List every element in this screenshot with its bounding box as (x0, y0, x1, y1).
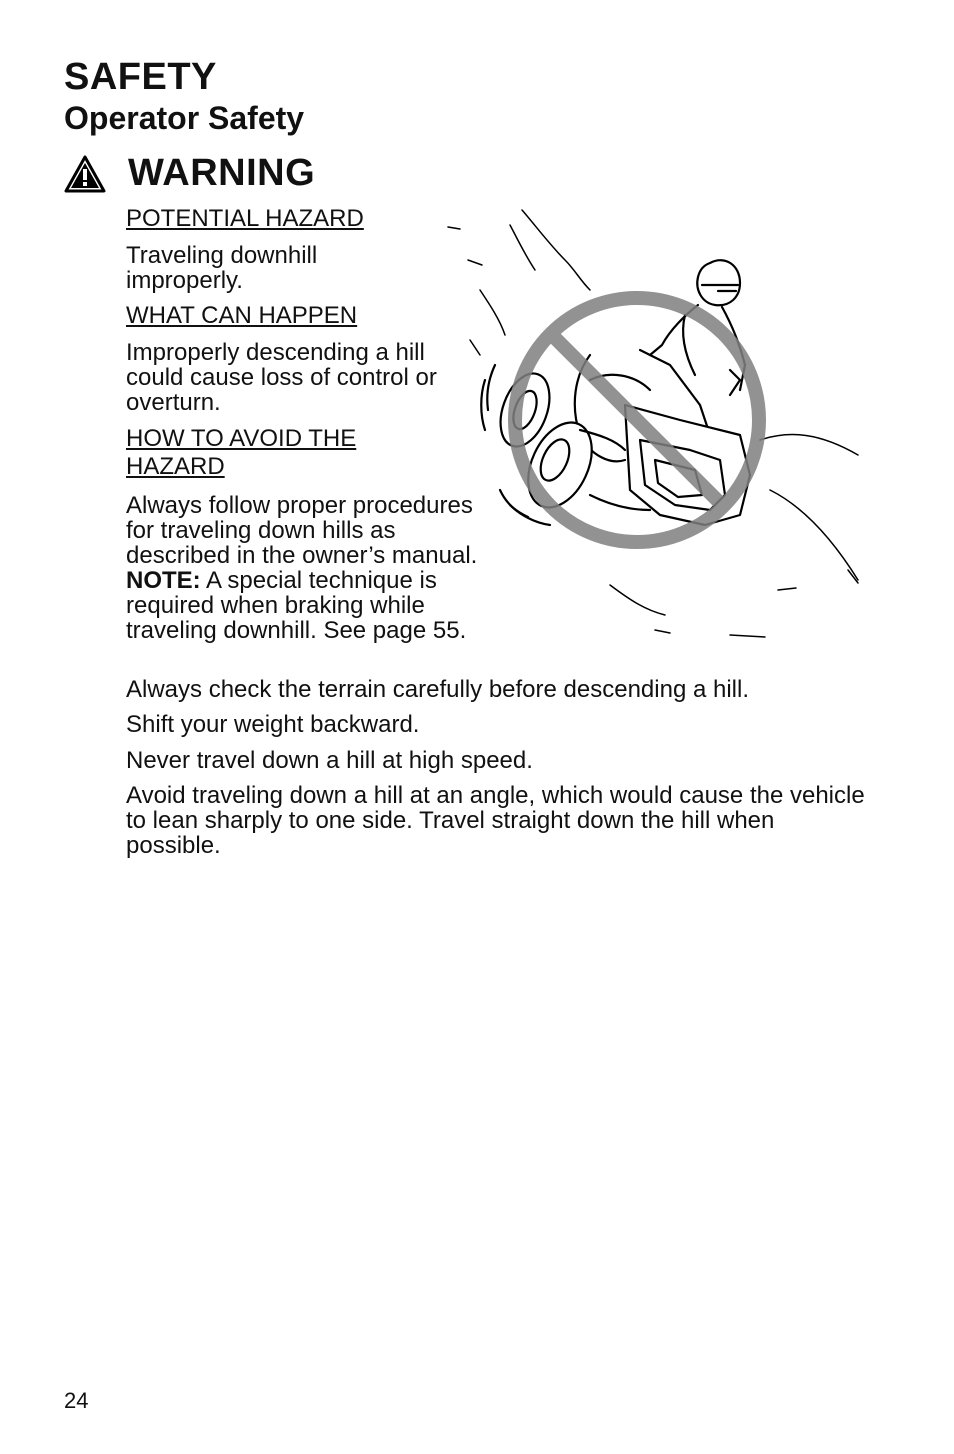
how-to-avoid-heading-line2: HAZARD (126, 453, 225, 480)
warning-heading (64, 152, 315, 195)
page-number: 24 (64, 1388, 89, 1413)
potential-hazard-heading: POTENTIAL HAZARD (126, 205, 364, 232)
potential-hazard-text: Traveling downhill improperly. (126, 242, 318, 294)
tip-text: Always check the terrain carefully before descending a hill. (126, 676, 749, 703)
what-can-happen-heading: WHAT CAN HAPPEN (126, 302, 358, 329)
avoid-text-1: Always follow proper procedures for traveling down hills as described in the owner’s manual. (126, 492, 478, 569)
tip-text: Avoid traveling down a hill at an angle, which would cause the vehicle to lean sharply to one side. Travel straight down the hill when possible. (126, 782, 865, 859)
atv-downhill-illustration (440, 205, 865, 645)
tip-4 (126, 783, 866, 858)
tip-2 (126, 712, 866, 737)
section-title: SAFETY (64, 56, 217, 98)
note-label: NOTE: (126, 567, 201, 594)
avoid-text-2: A special technique is required when braking while traveling downhill. See page 55. (126, 567, 467, 644)
tip-text: Shift your weight backward. (126, 711, 420, 738)
tip-3 (126, 748, 866, 773)
subsection-title: Operator Safety (64, 100, 305, 136)
how-to-avoid-heading-line1: HOW TO AVOID THE (126, 425, 357, 452)
tip-text: Never travel down a hill at high speed. (126, 747, 533, 774)
warning-label: WARNING (128, 152, 316, 194)
tip-1 (126, 677, 866, 702)
warning-triangle-icon (64, 154, 106, 194)
prohibited-circle-icon (515, 298, 759, 542)
what-can-happen-text: Improperly descending a hill could cause loss of control or overturn. (126, 339, 437, 416)
